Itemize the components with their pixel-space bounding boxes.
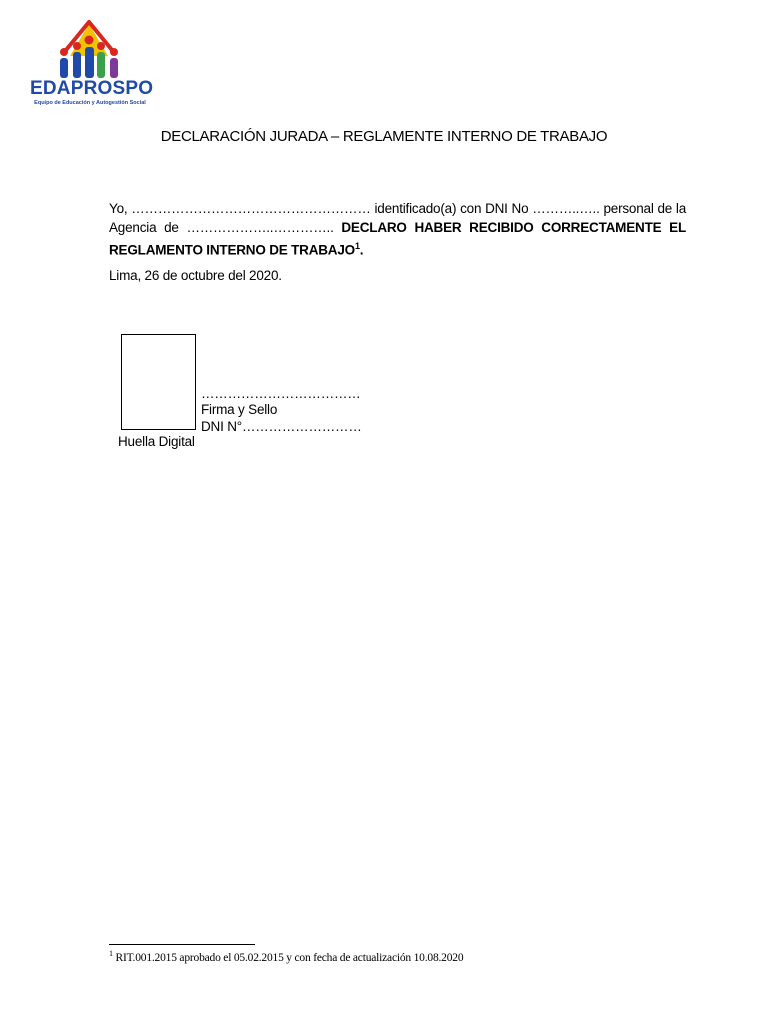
document-title: DECLARACIÓN JURADA – REGLAMENTE INTERNO DE TRABAJO <box>160 128 608 145</box>
dni-field: DNI N°……………………… <box>201 419 362 434</box>
footnote-ref: 1 <box>354 241 360 251</box>
footnote-separator <box>109 944 255 945</box>
footnote-text: RIT.001.2015 aprobado el 05.02.2015 y con fecha de actualización 10.08.2020 <box>112 951 464 964</box>
logo-name: EDAPROSPO <box>30 78 154 99</box>
fingerprint-label: Huella Digital <box>118 434 195 449</box>
signature-label: Firma y Sello <box>201 402 278 417</box>
signature-line: ……………………………… <box>201 386 361 401</box>
company-logo <box>30 20 154 108</box>
declaration-end: . <box>359 242 364 258</box>
footnote-number: 1 <box>109 949 113 958</box>
logo-tagline: Equipo de Educación y Autogestión Social <box>34 100 146 106</box>
declaration-text: Yo, ……………………………………………… identificado(a) con DNI No ………..….. personal de la Agencia de ………………..………….. <box>109 201 686 235</box>
footnote <box>109 949 463 964</box>
logo-figures-icon <box>30 20 148 80</box>
place-date: Lima, 26 de octubre del 2020. <box>109 268 282 283</box>
declaration-paragraph <box>109 199 686 260</box>
declaration-bold-text: DECLARO HABER RECIBIDO CORRECTAMENTE EL REGLAMENTO INTERNO DE TRABAJO <box>109 220 686 258</box>
fingerprint-box <box>121 334 196 430</box>
